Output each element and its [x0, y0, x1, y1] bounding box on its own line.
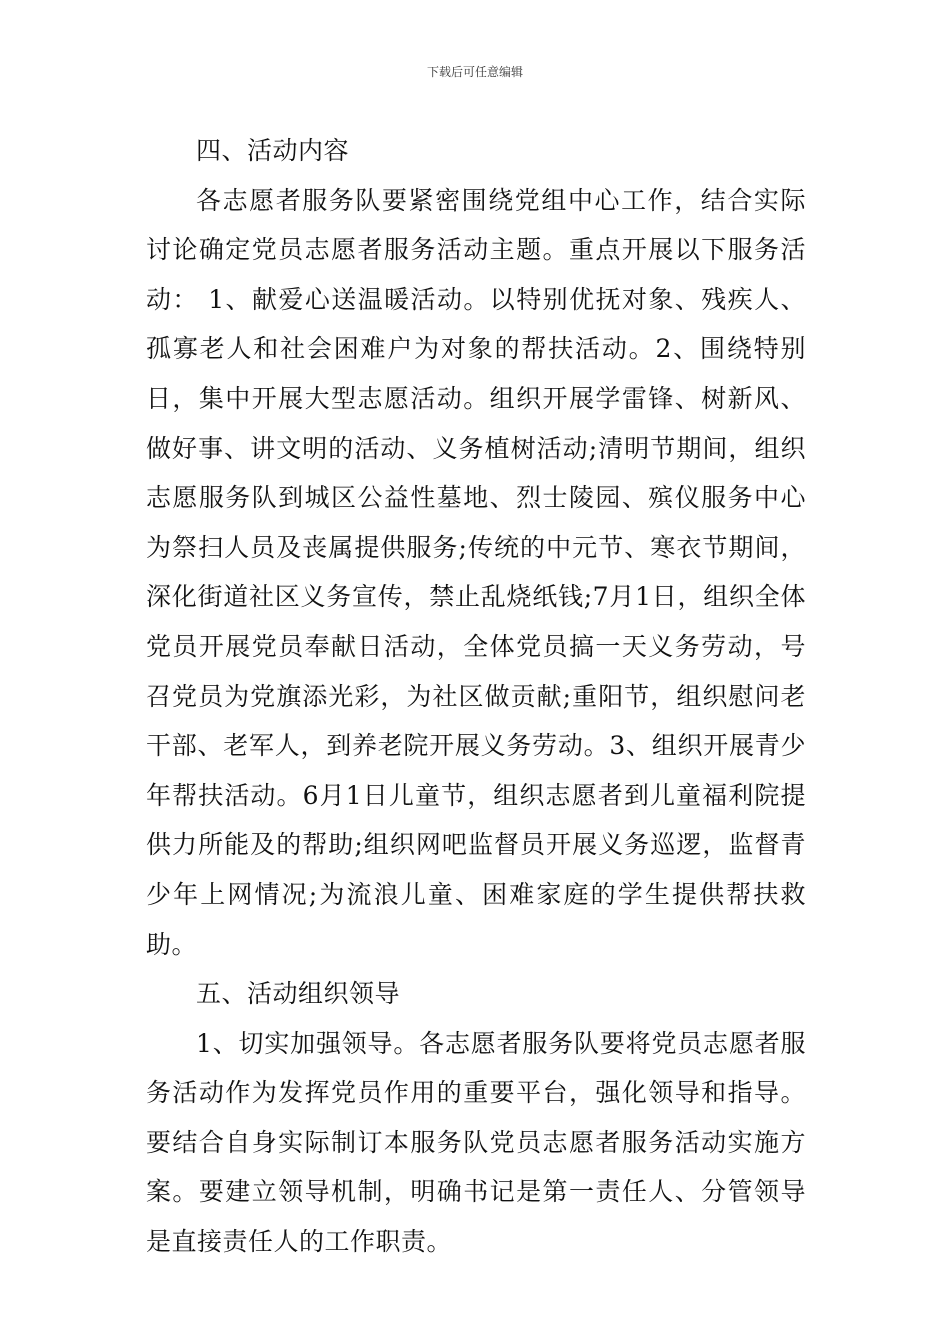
- body-paragraph-leadership: 1、切实加强领导。各志愿者服务队要将党员志愿者服务活动作为发挥党员作用的重要平台，强化领导和指导。要结合自身实际制订本服务队党员志愿者服务活动实施方案。要建立领导机制，明确书记是第一责任人、分管领导是直接责任人的工作职责。: [146, 1028, 806, 1257]
- section-heading-activities: 四、活动内容: [196, 136, 350, 165]
- body-paragraph-activities: 各志愿者服务队要紧密围绕党组中心工作，结合实际讨论确定党员志愿者服务活动主题。重点开展以下服务活动： 1、献爱心送温暖活动。以特别优抚对象、残疾人、孤寡老人和社会困难户为对象的帮扶活动。2、围绕特别日，集中开展大型志愿活动。组织开展学雷锋、树新风、做好事、讲文明的活动、义务植树活动;清明节期间，组织志愿服务队到城区公益性墓地、烈士陵园、殡仪服务中心为祭扫人员及丧属提供服务;传统的中元节、寒衣节期间，深化街道社区义务宣传，禁止乱烧纸钱;7月1日，组织全体党员开展党员奉献日活动，全体党员搞一天义务劳动，号召党员为党旗添光彩，为社区做贡献;重阳节，组织慰问老干部、老军人，到养老院开展义务劳动。3、组织开展青少年帮扶活动。6月1日儿童节，组织志愿者到儿童福利院提供力所能及的帮助;组织网吧监督员开展义务巡逻，监督青少年上网情况;为流浪儿童、困难家庭的学生提供帮扶救助。: [146, 185, 806, 959]
- page-header: 下载后可任意编辑: [426, 65, 523, 79]
- section-heading-leadership: 五、活动组织领导: [196, 979, 401, 1009]
- document-body: [146, 126, 806, 1267]
